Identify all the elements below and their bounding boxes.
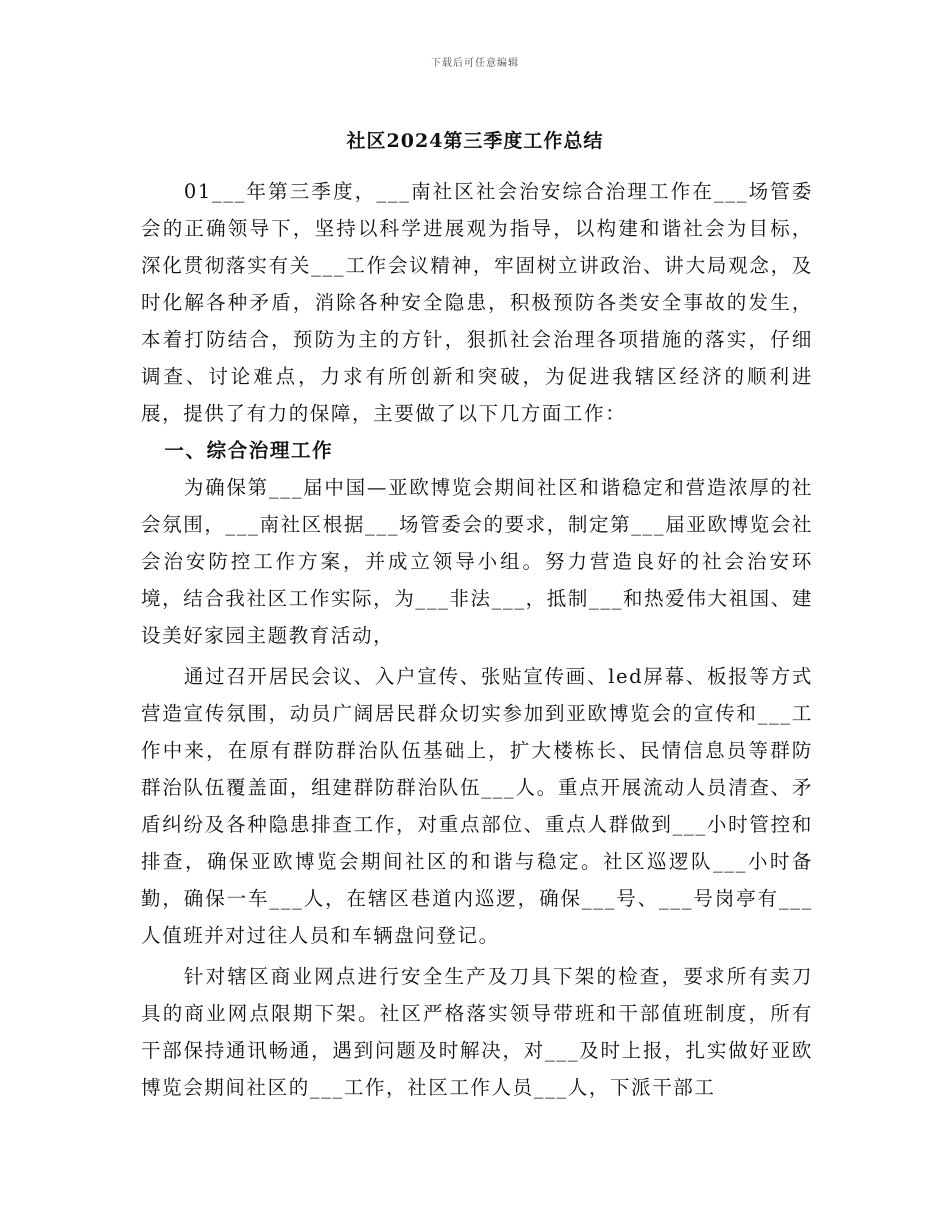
section1-paragraph-1: 为确保第___届中国—亚欧博览会期间社区和谐稳定和营造浓厚的社会氛围，___南社区根据___场管委会的要求，制定第___届亚欧博览会社会治安防控工作方案，并成立领导小组。努力营造良好的社会治安环境，结合我社区工作实际，为___非法___，抵制___和热爱伟大祖国、建设美好家园主题教育活动， bbox=[141, 476, 813, 647]
section1-paragraph-2: 通过召开居民会议、入户宣传、张贴宣传画、led屏幕、板报等方式营造宣传氛围，动员广阔居民群众切实参加到亚欧博览会的宣传和___工作中来，在原有群防群治队伍基础上，扩大楼栋长、民情信息员等群防群治队伍覆盖面，组建群防群治队伍___人。重点开展流动人员清查、矛盾纠纷及各种隐患排查工作，对重点部位、重点人群做到___小时管控和排查，确保亚欧博览会期间社区的和谐与稳定。社区巡逻队___小时备勤，确保一车___人，在辖区巷道内巡逻，确保___号、___号岗亭有___人值班并对过往人员和车辆盘问登记。 bbox=[141, 665, 813, 947]
intro-paragraph: 01___年第三季度，___南社区社会治安综合治理工作在___场管委会的正确领导下，坚持以科学进展观为指导，以构建和谐社会为目标，深化贯彻落实有关___工作会议精神，牢固树立讲政治、讲大局观念，及时化解各种矛盾，消除各种安全隐患，积极预防各类安全事故的发生，本着打防结合，预防为主的方针，狠抓社会治理各项措施的落实，仔细调查、讨论难点，力求有所创新和突破，为促进我辖区经济的顺利进展，提供了有力的保障，主要做了以下几方面工作： bbox=[141, 180, 813, 425]
header-note: 下载后可任意编辑 bbox=[431, 58, 519, 69]
section1-paragraph-3: 针对辖区商业网点进行安全生产及刀具下架的检查，要求所有卖刀具的商业网点限期下架。社区严格落实领导带班和干部值班制度，所有干部保持通讯畅通，遇到问题及时解决，对___及时上报，扎实做好亚欧博览会期间社区的___工作，社区工作人员___人，下派干部工 bbox=[141, 965, 813, 1099]
document-title: 社区2024第三季度工作总结 bbox=[346, 130, 604, 152]
section-heading-1: 一、综合治理工作 bbox=[164, 439, 334, 462]
document-body bbox=[141, 173, 813, 1106]
